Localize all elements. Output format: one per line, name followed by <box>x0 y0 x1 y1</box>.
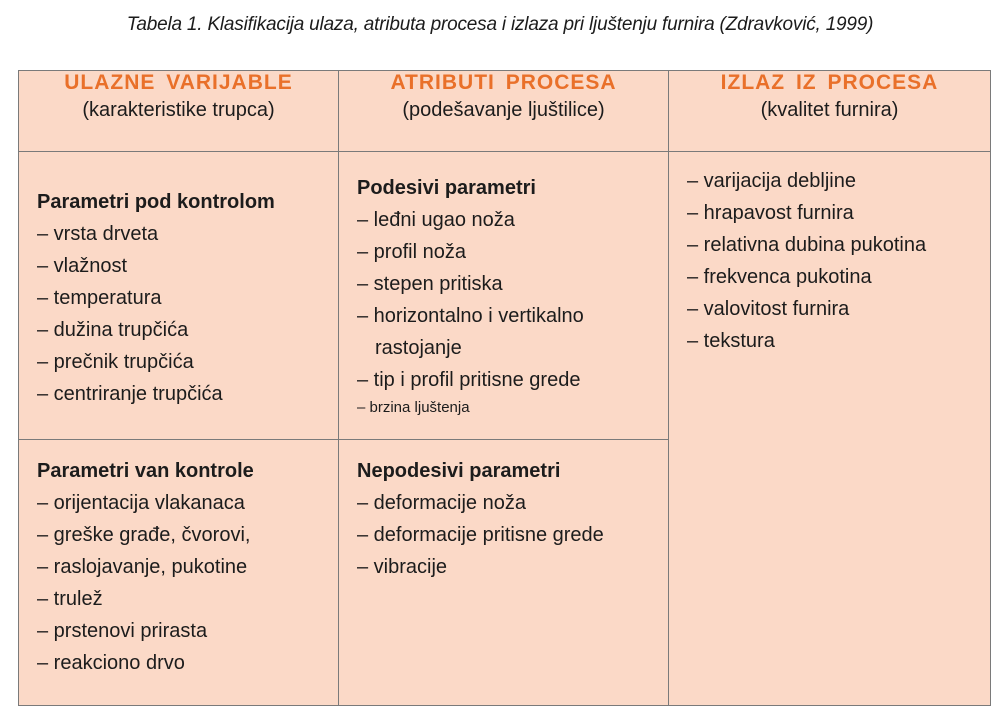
list-item: – profil noža <box>357 241 466 263</box>
list-item: – deformacije pritisne grede <box>357 524 604 546</box>
group-title: Nepodesivi parametri <box>357 460 561 482</box>
item-list <box>37 487 324 679</box>
item-list <box>687 165 976 357</box>
list-item: – relativna dubina pukotina <box>687 234 927 256</box>
header-title: ATRIBUTI PROCESA <box>390 71 617 94</box>
list-item: – tekstura <box>687 330 775 352</box>
list-item: – centriranje trupčića <box>37 383 223 405</box>
list-item: – orijentacija vlakanaca <box>37 492 245 514</box>
classification-table <box>18 70 991 706</box>
cell-output <box>669 152 991 706</box>
list-item: – stepen pritiska <box>357 273 503 295</box>
list-item: – brzina ljuštenja <box>357 399 470 416</box>
list-item: – leđni ugao noža <box>357 209 515 231</box>
item-list <box>37 218 324 410</box>
list-item: – vibracije <box>357 556 448 578</box>
cell-process-nonadjustable <box>339 440 669 706</box>
header-title: IZLAZ IZ PROCESA <box>720 71 939 94</box>
list-item: – horizontalno i vertikalno rastojanje <box>357 305 584 359</box>
table-caption: Tabela 1. Klasifikacija ulaza, atributa procesa i izlaza pri ljuštenju furnira (Zdravković, 1999) <box>126 14 874 35</box>
list-item: – vrsta drveta <box>37 223 159 245</box>
list-item: – frekvenca pukotina <box>687 266 872 288</box>
list-item: – raslojavanje, pukotine <box>37 556 248 578</box>
header-subtitle: (podešavanje ljuštilice) <box>402 99 605 121</box>
header-process-attributes <box>339 71 669 152</box>
item-list <box>357 487 654 583</box>
list-item: – prstenovi prirasta <box>37 620 208 642</box>
header-title: ULAZNE VARIJABLE <box>64 71 293 94</box>
list-item: – reakciono drvo <box>37 652 185 674</box>
group-title: Parametri van kontrole <box>37 460 254 482</box>
list-item: – varijacija debljine <box>687 170 856 192</box>
cell-inputs-uncontrolled <box>19 440 339 706</box>
list-item: – valovitost furnira <box>687 298 850 320</box>
list-item: – deformacije noža <box>357 492 526 514</box>
header-row <box>19 71 991 152</box>
list-item: – hrapavost furnira <box>687 202 854 224</box>
list-item: – trulež <box>37 588 103 610</box>
group-title: Podesivi parametri <box>357 177 536 199</box>
list-item: – dužina trupčića <box>37 319 189 341</box>
list-item: – temperatura <box>37 287 162 309</box>
list-item: – vlažnost <box>37 255 128 277</box>
item-list <box>357 204 654 420</box>
cell-inputs-controlled <box>19 152 339 440</box>
group-title: Parametri pod kontrolom <box>37 191 275 213</box>
list-item: – greške građe, čvorovi, <box>37 524 251 546</box>
header-input-variables <box>19 71 339 152</box>
body-row-1 <box>19 152 991 440</box>
header-process-output <box>669 71 991 152</box>
header-subtitle: (kvalitet furnira) <box>760 99 899 121</box>
list-item: – tip i profil pritisne grede <box>357 369 581 391</box>
header-subtitle: (karakteristike trupca) <box>82 99 275 121</box>
list-item: – prečnik trupčića <box>37 351 194 373</box>
cell-process-adjustable <box>339 152 669 440</box>
